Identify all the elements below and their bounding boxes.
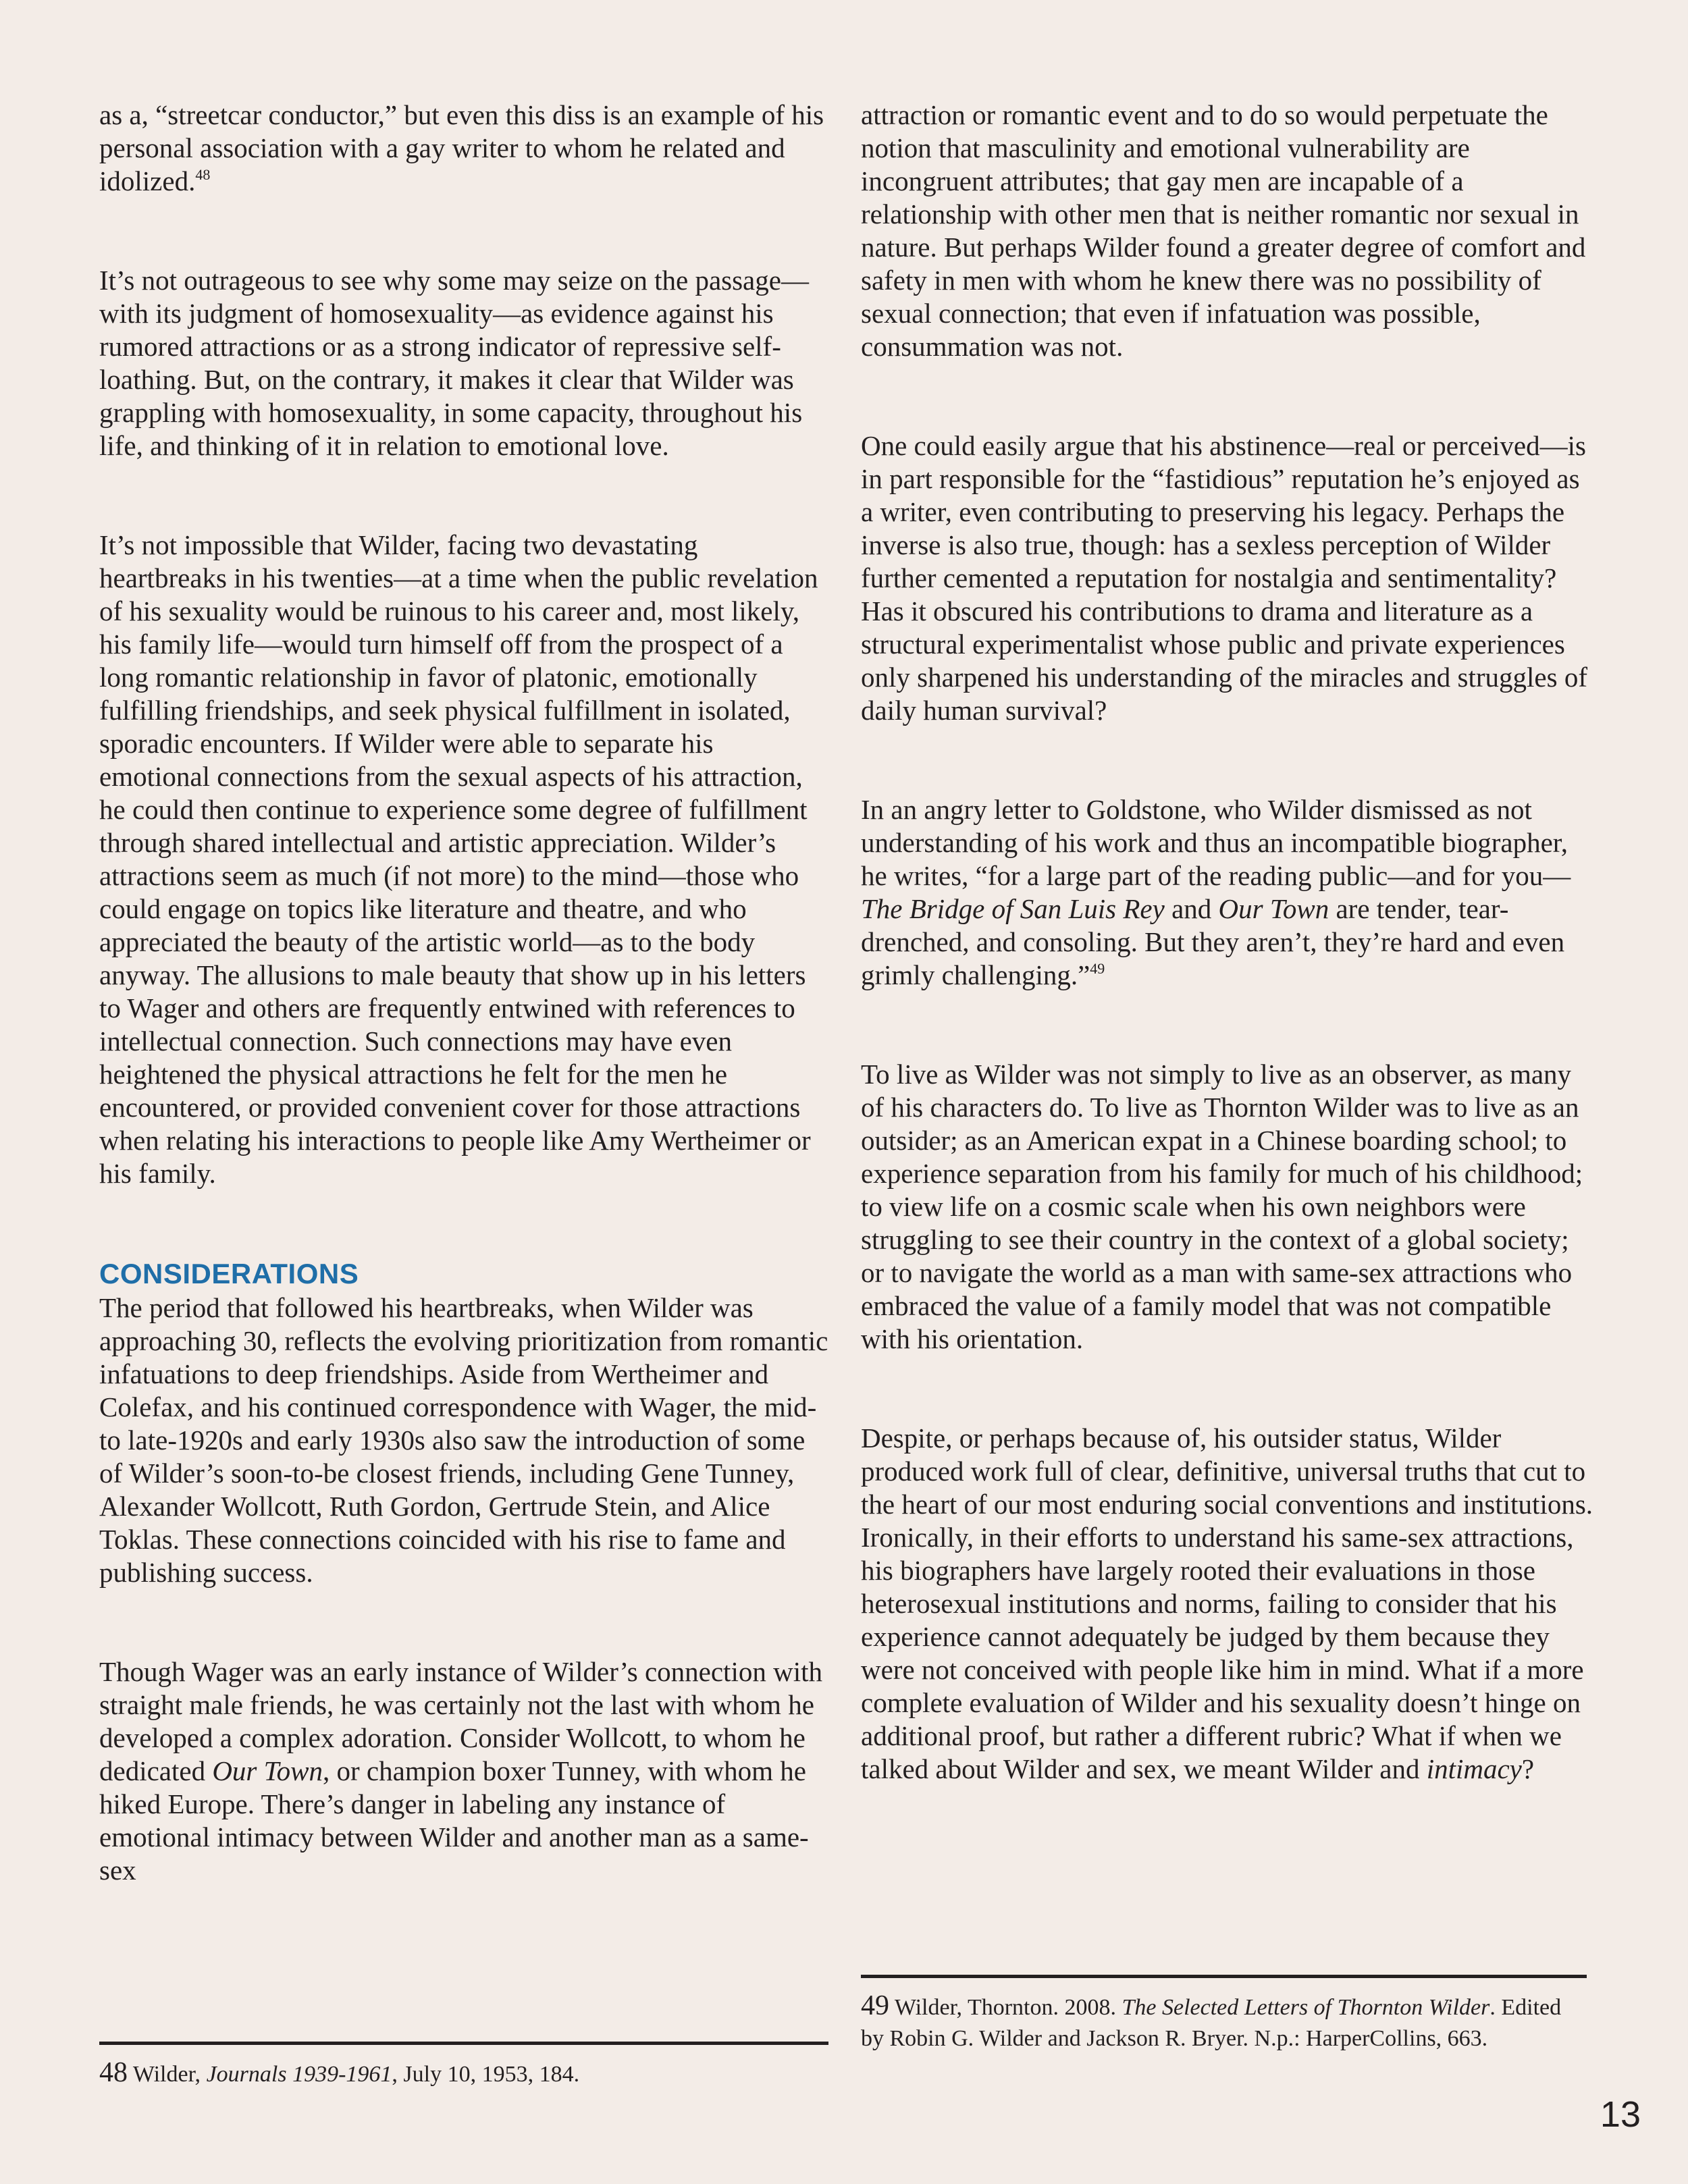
paragraph: It’s not outrageous to see why some may seize on the passage—with its judgment of homosexuality—as evidence against his rumored attractions or as a strong indicator of repressive self-loathing. But, on the contrary, it makes it clear that Wilder was grappling with homosexuality, in some capacity, throughout his life, and thinking of it in relation to emotional love. (99, 265, 809, 461)
paragraph: attraction or romantic event and to do so would perpetuate the notion that masculinity and emotional vulnerability are incongruent attributes; that gay men are incapable of a relationship with other men that is neither romantic nor sexual in nature. But perhaps Wilder found a greater degree of comfort and safety in men with whom he knew there was no possibility of sexual connection; that even if infatuation was possible, consummation was not. (861, 99, 1586, 362)
paragraph: The period that followed his heartbreaks, when Wilder was approaching 30, reflects the evolving prioritization from romantic infatuations to deep friendships. Aside from Wertheimer and Colefax, and his continued correspondence with Wager, the mid- to late-1920s and early 1930s also saw the introduction of some of Wilder’s soon-to-be closest friends, including Gene Tunney, Alexander Wollcott, Ruth Gordon, Gertrude Stein, and Alice Toklas. These connections coincided with his rise to fame and publishing success. (99, 1292, 828, 1588)
paragraph: To live as Wilder was not simply to live as an observer, as many of his characters do. To live as Thornton Wilder was to live as an outsider; as an American expat in a Chinese boarding school; to experience separation from his family for much of his childhood; to view life on a cosmic scale when his own neighbors were struggling to see their country in the context of a global society; or to navigate the world as a man with same-sex attractions who embraced the value of a family model that was not compatible with his orientation. (861, 1059, 1583, 1354)
section-heading: CONSIDERATIONS (99, 1258, 359, 1289)
paragraph: It’s not impossible that Wilder, facing two devastating heartbreaks in his twenties—at a time when the public revelation of his sexuality would be ruinous to his career and, most likely, his family life—would turn himself off from the prospect of a long romantic relationship in favor of platonic, emotionally fulfilling friendships, and seek physical fulfillment in isolated, sporadic encounters. If Wilder were able to separate his emotional connections from the sexual aspects of his attraction, he could then continue to experience some degree of fulfillment through shared intellectual and artistic appreciation. Wilder’s attractions seem as much (if not more) to the mind—those who could engage on topics like literature and theatre, and who appreciated the beauty of the artistic world—as to the body anyway. The allusions to male beauty that show up in his letters to Wager and others are frequently entwined with references to intellectual connection. Such connections may have even heightened the physical attractions he felt for the men he encountered, or provided convenient cover for those attractions when relating his interactions to people like Amy Wertheimer or his family. (99, 529, 818, 1189)
paragraph: as a, “streetcar conductor,” but even this diss is an example of his personal association with a gay writer to whom he related and idolized.$^{48}$ (99, 99, 824, 196)
paragraph: One could easily argue that his abstinence—real or perceived—is in part responsible for the “fastidious” reputation he’s enjoyed as a writer, even contributing to preserving his legacy. Perhaps the inverse is also true, though: has a sexless perception of Wilder further cemented a reputation for nostalgia and sentimentality? Has it obscured his contributions to drama and literature as a structural experimentalist whose public and private experiences only sharpened his understanding of the miracles and struggles of daily human survival? (861, 430, 1587, 726)
paragraph: In an angry letter to Goldstone, who Wilder dismissed as not understanding of his work and thus an incompatible biographer, he writes, “for a large part of the reading public—and for you—The Bridge of San Luis Rey and Our Town are tender, tear-drenched, and consoling. But they aren’t, they’re hard and even grimly challenging.”$^{49}$ (861, 794, 1571, 990)
right-column (861, 99, 1593, 1786)
footnote-ref[interactable]: 49 (1090, 960, 1105, 977)
page-number: 13 (1600, 2094, 1641, 2135)
paragraph: Despite, or perhaps because of, his outsider status, Wilder produced work full of clear, definitive, universal truths that cut to the heart of our most enduring social conventions and institutions. Ironically, in their efforts to understand his same-sex attractions, his biographers have largely rooted their evaluations in those heterosexual institutions and norms, failing to consider that his experience cannot adequately be judged by them because they were not conceived with people like him in mind. What if a more complete evaluation of Wilder and his sexuality doesn’t hinge on additional proof, but rather a different rubric? What if when we talked about Wilder and sex, we meant Wilder and intimacy? (861, 1422, 1593, 1784)
footnote-ref[interactable]: 48 (195, 166, 211, 183)
footnote-number: 49 (861, 1990, 889, 2021)
left-column (99, 99, 828, 1887)
footnote: 48 Wilder, Journals 1939-1961, July 10, 1953, 184. (99, 2042, 828, 2090)
paragraph: Though Wager was an early instance of Wilder’s connection with straight male friends, he was certainly not the last with whom he developed a complex adoration. Consider Wollcott, to whom he dedicated Our Town, or champion boxer Tunney, with whom he hiked Europe. There’s danger in labeling any instance of emotional intimacy between Wilder and another man as a same-sex (99, 1656, 822, 1886)
footnote-number: 48 (99, 2057, 128, 2088)
footnote: 49 Wilder, Thornton. 2008. The Selected Letters of Thornton Wilder. Edited by Robin G. Wilder and Jackson R. Bryer. N.p.: HarperCollins, 663. (861, 1975, 1587, 2054)
